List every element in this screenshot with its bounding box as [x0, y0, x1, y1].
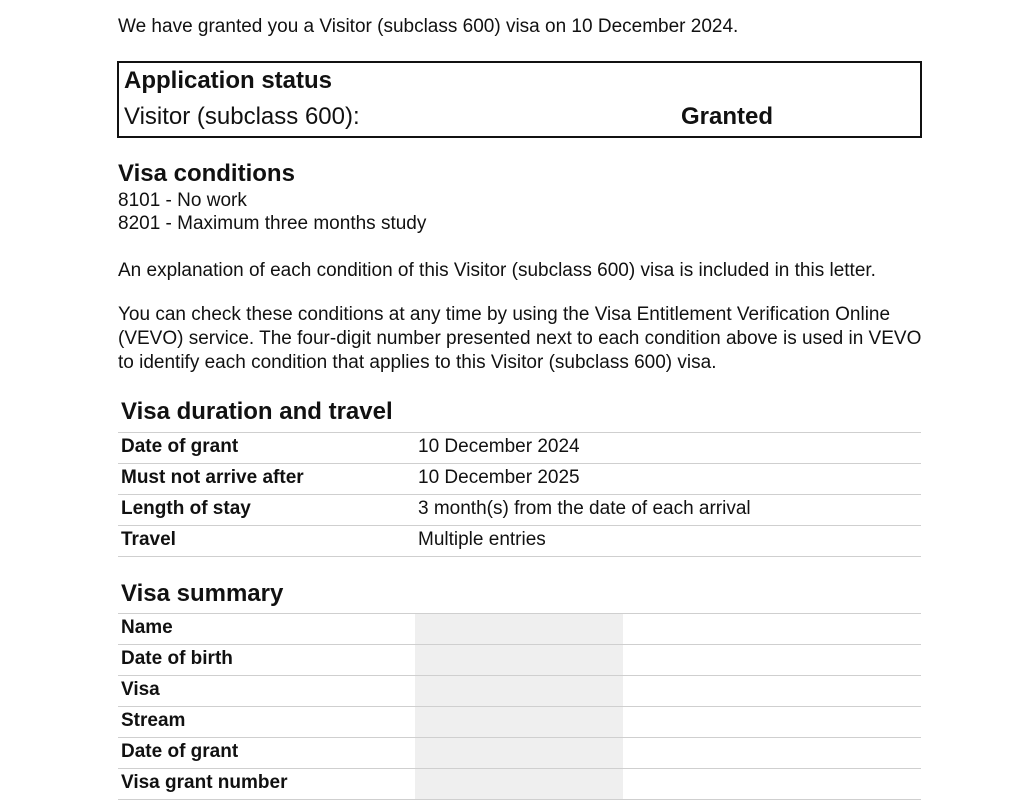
row-value: Multiple entries — [418, 529, 546, 550]
table-row — [118, 495, 921, 526]
visa-conditions-heading: Visa conditions — [118, 160, 295, 187]
condition-item: 8201 - Maximum three months study — [118, 213, 427, 234]
application-status-title: Application status — [124, 67, 333, 94]
table-row — [118, 738, 921, 769]
application-status-value: Granted — [681, 103, 774, 130]
row-label: Visa grant number — [121, 772, 288, 793]
row-label: Date of grant — [121, 741, 239, 762]
redacted-value — [415, 645, 623, 675]
table-row — [118, 432, 921, 464]
redacted-value — [415, 769, 623, 799]
row-label: Date of birth — [121, 648, 233, 669]
row-value: 10 December 2025 — [418, 467, 580, 488]
redacted-value — [415, 614, 623, 644]
row-label: Stream — [121, 710, 186, 731]
vevo-paragraph: You can check these conditions at any time by using the Visa Entitlement Verification Online (VEVO) service. The four-digit number presented next to each condition above is used in VEVO to identify each condition that applies to this Visitor (subclass 600) visa. — [118, 304, 922, 373]
conditions-explanation: An explanation of each condition of this Visitor (subclass 600) visa is included in this letter. — [118, 260, 876, 281]
table-row — [118, 464, 921, 495]
intro-text: We have granted you a Visitor (subclass 600) visa on 10 December 2024. — [118, 16, 739, 37]
condition-item: 8101 - No work — [118, 190, 247, 211]
table-row — [118, 645, 921, 676]
duration-travel-table — [118, 432, 921, 557]
table-row — [118, 613, 921, 645]
application-status-box — [117, 61, 922, 138]
row-label: Visa — [121, 679, 160, 700]
row-label: Name — [121, 617, 173, 638]
redacted-value — [415, 707, 623, 737]
table-row — [118, 769, 921, 800]
visa-summary-heading: Visa summary — [121, 580, 284, 607]
redacted-value — [415, 738, 623, 768]
application-status-label: Visitor (subclass 600): — [124, 103, 360, 130]
redacted-value — [415, 676, 623, 706]
row-label: Travel — [121, 529, 176, 550]
row-label: Must not arrive after — [121, 467, 304, 488]
table-row — [118, 707, 921, 738]
row-label: Date of grant — [121, 436, 239, 457]
row-value: 10 December 2024 — [418, 436, 580, 457]
row-value: 3 month(s) from the date of each arrival — [418, 498, 751, 519]
table-row — [118, 676, 921, 707]
visa-summary-table — [118, 613, 921, 800]
table-row — [118, 526, 921, 557]
row-label: Length of stay — [121, 498, 251, 519]
duration-travel-heading: Visa duration and travel — [121, 398, 393, 425]
